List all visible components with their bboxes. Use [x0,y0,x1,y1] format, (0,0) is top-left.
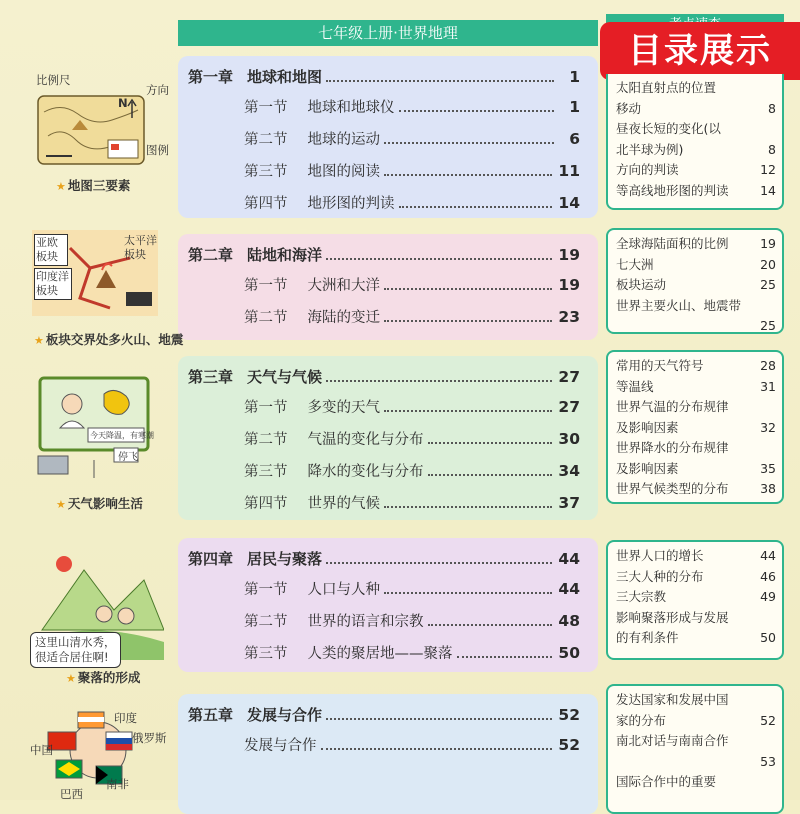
side-entry-page: 44 [760,548,776,563]
side-entry-text: 方向的判读 [616,162,679,177]
flight-sign-label: 停飞 [118,452,138,463]
star-icon: ★ [66,672,76,685]
side-entry[interactable] [616,772,776,793]
chapter-row[interactable] [188,244,580,274]
section-title: 大洲和大洋 [307,278,380,294]
section-row[interactable] [188,274,580,306]
legend-label: 图例 [146,143,169,157]
section-label: 第一节 [244,582,288,598]
side-entry-text: 板块运动 [616,277,667,292]
section-title: 人类的聚居地——聚落 [307,646,453,662]
section-label: 第一节 [244,100,288,116]
section-title: 气温的变化与分布 [307,432,424,448]
indian-plate-label: 印度洋板块 [34,268,72,300]
side-entry-page: 25 [760,277,776,292]
section-label: 第四节 [244,196,288,212]
side-entry-text: 家的分布 [616,712,667,728]
cooperation-hands-illustration [34,706,164,806]
side-entry-page: 53 [760,753,776,769]
side-entry[interactable] [616,567,776,588]
chapter-title: 陆地和海洋 [247,246,323,264]
side-entry-page [772,438,776,459]
chapter-row[interactable] [188,704,580,734]
chapter-title: 发展与合作 [247,706,323,724]
side-entry[interactable] [616,438,776,459]
side-entry-page [772,397,776,418]
quick-check-panel-2 [606,228,784,334]
section-page: 48 [558,612,580,630]
russia-label: 俄罗斯 [132,731,167,745]
section-label: 第三节 [244,164,288,180]
pacific-plate-label: 太平洋板块 [124,234,157,261]
side-entry[interactable] [616,78,776,99]
side-entry-text: 及影响因素 [616,460,679,476]
section-page: 11 [558,162,580,180]
side-entry[interactable] [616,160,776,181]
chapter-card-3[interactable] [178,356,598,520]
section-page: 27 [558,398,580,416]
section-page: 50 [558,644,580,662]
side-entry-page: 14 [760,182,776,198]
section-page: 44 [558,580,580,598]
side-entry[interactable] [616,255,776,276]
dot-leader [384,409,552,412]
side-entry[interactable] [616,397,776,418]
chapter-card-1[interactable] [178,56,598,218]
section-row[interactable] [188,428,580,460]
section-page: 1 [569,98,580,116]
dot-leader [326,79,554,82]
side-entry-page: 8 [768,100,776,116]
section-label: 第二节 [244,614,288,630]
side-entry-text: 发达国家和发展中国 [616,692,729,707]
side-entry-page: 28 [760,358,776,373]
side-entry-page [772,78,776,99]
side-entry-text: 七大洲 [616,256,654,272]
side-entry-text: 国际合作中的重要 [616,774,717,789]
side-entry-page [772,731,776,752]
chapter-row[interactable] [188,366,580,396]
section-page: 23 [558,308,580,326]
side-entry[interactable] [616,275,776,296]
dot-leader [384,591,552,594]
side-entry-text: 南北对话与南南合作 [616,733,729,748]
side-entry-text: 世界气候类型的分布 [616,481,729,496]
dot-leader [384,173,552,176]
brazil-label: 巴西 [60,787,83,801]
side-entry[interactable] [616,479,776,500]
section-title: 地形图的判读 [307,196,395,212]
section-page: 52 [558,736,580,754]
section-label: 第二节 [244,310,288,326]
section-title: 多变的天气 [307,400,380,416]
side-entry-text: 移动 [616,100,642,116]
dot-leader [428,473,553,476]
section-title: 人口与人种 [307,582,380,598]
side-entry-page [772,608,776,629]
speech-line-2: 很适合居住啊! [35,650,109,664]
side-entry-page: 35 [760,460,776,476]
section-label: 第三节 [244,464,288,480]
dot-leader [384,287,552,290]
quick-check-panel-1 [606,74,784,210]
side-entry-text: 世界降水的分布规律 [616,440,729,455]
side-entry[interactable] [616,459,776,480]
side-entry-text: 世界气温的分布规律 [616,399,729,414]
chapter-page: 44 [558,550,580,568]
side-entry-text: 三大人种的分布 [616,568,704,584]
section-page: 34 [558,462,580,480]
dot-leader [384,141,554,144]
chapter-row[interactable] [188,548,580,578]
side-entry-text: 影响聚落形成与发展 [616,609,729,625]
north-label: N [118,96,128,110]
caption-text: 天气影响生活 [67,496,143,511]
chapter-row[interactable] [188,66,580,96]
side-entry-page: 49 [760,589,776,604]
section-row[interactable] [188,396,580,428]
side-entry[interactable] [616,628,776,649]
section-page: 14 [558,194,580,212]
dot-leader [384,319,552,322]
china-label: 中国 [30,743,53,757]
chapter-label: 第四章 [188,550,234,568]
section-row[interactable] [188,734,580,766]
section-row[interactable] [188,460,580,492]
section-title: 降水的变化与分布 [307,464,424,480]
side-entry-text [616,752,756,773]
caption-weather [56,494,143,512]
star-icon: ★ [56,180,66,193]
section-row[interactable] [188,492,580,520]
eurasia-plate-label: 亚欧板块 [34,234,68,266]
section-row[interactable] [188,578,580,610]
side-entry[interactable] [616,181,776,202]
speech-bubble [30,632,121,668]
side-entry-page: 20 [760,256,776,272]
quick-check-panel-5 [606,684,784,814]
side-entry-text: 全球海陆面积的比例 [616,236,729,251]
caption-text: 聚落的形成 [77,670,141,685]
chapter-page: 27 [558,368,580,386]
dot-leader [399,205,553,208]
chapter-card-5[interactable] [178,694,598,814]
section-label: 第二节 [244,432,288,448]
side-entry[interactable] [616,356,776,377]
side-entry-page: 52 [760,712,776,728]
section-row[interactable] [188,160,580,192]
side-entry-page: 19 [760,236,776,251]
section-row[interactable] [188,642,580,672]
section-label: 第一节 [244,278,288,294]
side-entry[interactable] [616,752,776,773]
section-title: 世界的气候 [307,496,380,512]
side-entry-page: 31 [760,378,776,394]
dot-leader [321,747,553,750]
side-entry-text: 三大宗教 [616,589,667,604]
side-entry-text: 的有利条件 [616,630,679,645]
side-entry[interactable] [616,377,776,398]
chapter-page: 52 [558,706,580,724]
side-entry-text: 北半球为例) [616,141,684,157]
side-entry[interactable] [616,296,776,317]
section-title: 世界的语言和宗教 [307,614,424,630]
dot-leader [326,717,552,720]
section-page: 37 [558,494,580,512]
weather-tv-illustration [34,372,164,482]
india-label: 印度 [114,711,137,725]
dot-leader [399,109,555,112]
chapter-title: 地球和地图 [247,68,323,86]
side-entry[interactable] [616,587,776,608]
section-row[interactable] [188,610,580,642]
section-label: 第一节 [244,400,288,416]
side-entry[interactable] [616,546,776,567]
speech-line-1: 这里山清水秀， [35,635,116,649]
section-title: 海陆的变迁 [307,310,380,326]
chapter-label: 第三章 [188,368,234,386]
side-entry-page: 12 [760,162,776,177]
side-entry-page: 25 [760,318,776,333]
side-entry-page [772,119,776,140]
side-entry-text: 及影响因素 [616,419,679,435]
chapter-label: 第五章 [188,706,234,724]
dot-leader [428,623,553,626]
quick-check-panel-3 [606,350,784,504]
side-entry-text: 等温线 [616,378,654,394]
star-icon: ★ [34,334,44,347]
side-entry-page [772,296,776,317]
chapter-card-2[interactable] [178,234,598,340]
section-title: 地球和地球仪 [307,100,395,116]
caption-map-elements [56,176,130,194]
section-row[interactable] [188,128,580,160]
side-entry-text: 常用的天气符号 [616,358,704,373]
section-page: 6 [569,130,580,148]
chapter-page: 1 [569,68,580,86]
side-entry-page: 8 [768,141,776,157]
side-entry-page [772,690,776,711]
side-entry-page: 32 [760,419,776,435]
chapter-label: 第二章 [188,246,234,264]
side-entry-text: 等高线地形图的判读 [616,182,729,198]
side-entry[interactable] [616,140,776,161]
section-title: 地图的阅读 [307,164,380,180]
side-entry-page: 50 [760,630,776,645]
side-entry[interactable] [616,690,776,711]
dot-leader [326,561,552,564]
caption-text: 地图三要素 [67,178,131,193]
side-entry-page: 38 [760,481,776,496]
dot-leader [384,505,552,508]
side-entry[interactable] [616,99,776,120]
side-entry-text: 世界人口的增长 [616,548,704,563]
side-entry-text: 昼夜长短的变化(以 [616,121,721,136]
chapter-page: 19 [558,246,580,264]
weather-banner-label: 今天降温，有寒潮 [90,431,154,440]
side-entry-text: 世界主要火山、地震带 [616,297,742,313]
section-title: 地球的运动 [307,132,380,148]
section-row[interactable] [188,96,580,128]
dot-leader [428,441,553,444]
section-page: 30 [558,430,580,448]
dot-leader [457,655,553,658]
section-row[interactable] [188,306,580,338]
book-title-bar: 七年级上册·世界地理 [178,20,598,46]
side-entry-text [616,316,756,334]
side-entry[interactable] [616,731,776,752]
dot-leader [326,257,552,260]
section-label: 第二节 [244,132,288,148]
direction-label: 方向 [146,83,169,97]
chapter-card-4[interactable] [178,538,598,672]
side-entry[interactable] [616,234,776,255]
side-entry[interactable] [616,316,776,334]
quick-check-panel-4 [606,540,784,660]
side-entry-page [772,772,776,793]
map-scroll-illustration [32,90,152,170]
side-entry[interactable] [616,608,776,629]
south-africa-label: 南非 [106,777,129,791]
section-title: 发展与合作 [244,738,317,754]
section-label: 第三节 [244,646,288,662]
side-entry[interactable] [616,119,776,140]
caption-village [66,668,140,686]
section-label: 第四节 [244,496,288,512]
side-entry-page: 46 [760,568,776,584]
side-entry[interactable] [616,711,776,732]
side-entry-text: 太阳直射点的位置 [616,80,717,95]
section-page: 19 [558,276,580,294]
star-icon: ★ [56,498,66,511]
chapter-label: 第一章 [188,68,234,86]
scale-label: 比例尺 [36,73,71,87]
caption-text: 板块交界处多火山、地震 [45,332,184,347]
section-row[interactable] [188,192,580,218]
dot-leader [326,379,552,382]
toc-display-banner: 目录展示 [600,22,800,80]
caption-plates [34,330,183,348]
chapter-title: 居民与聚落 [247,550,323,568]
chapter-title: 天气与气候 [247,368,323,386]
side-entry[interactable] [616,418,776,439]
